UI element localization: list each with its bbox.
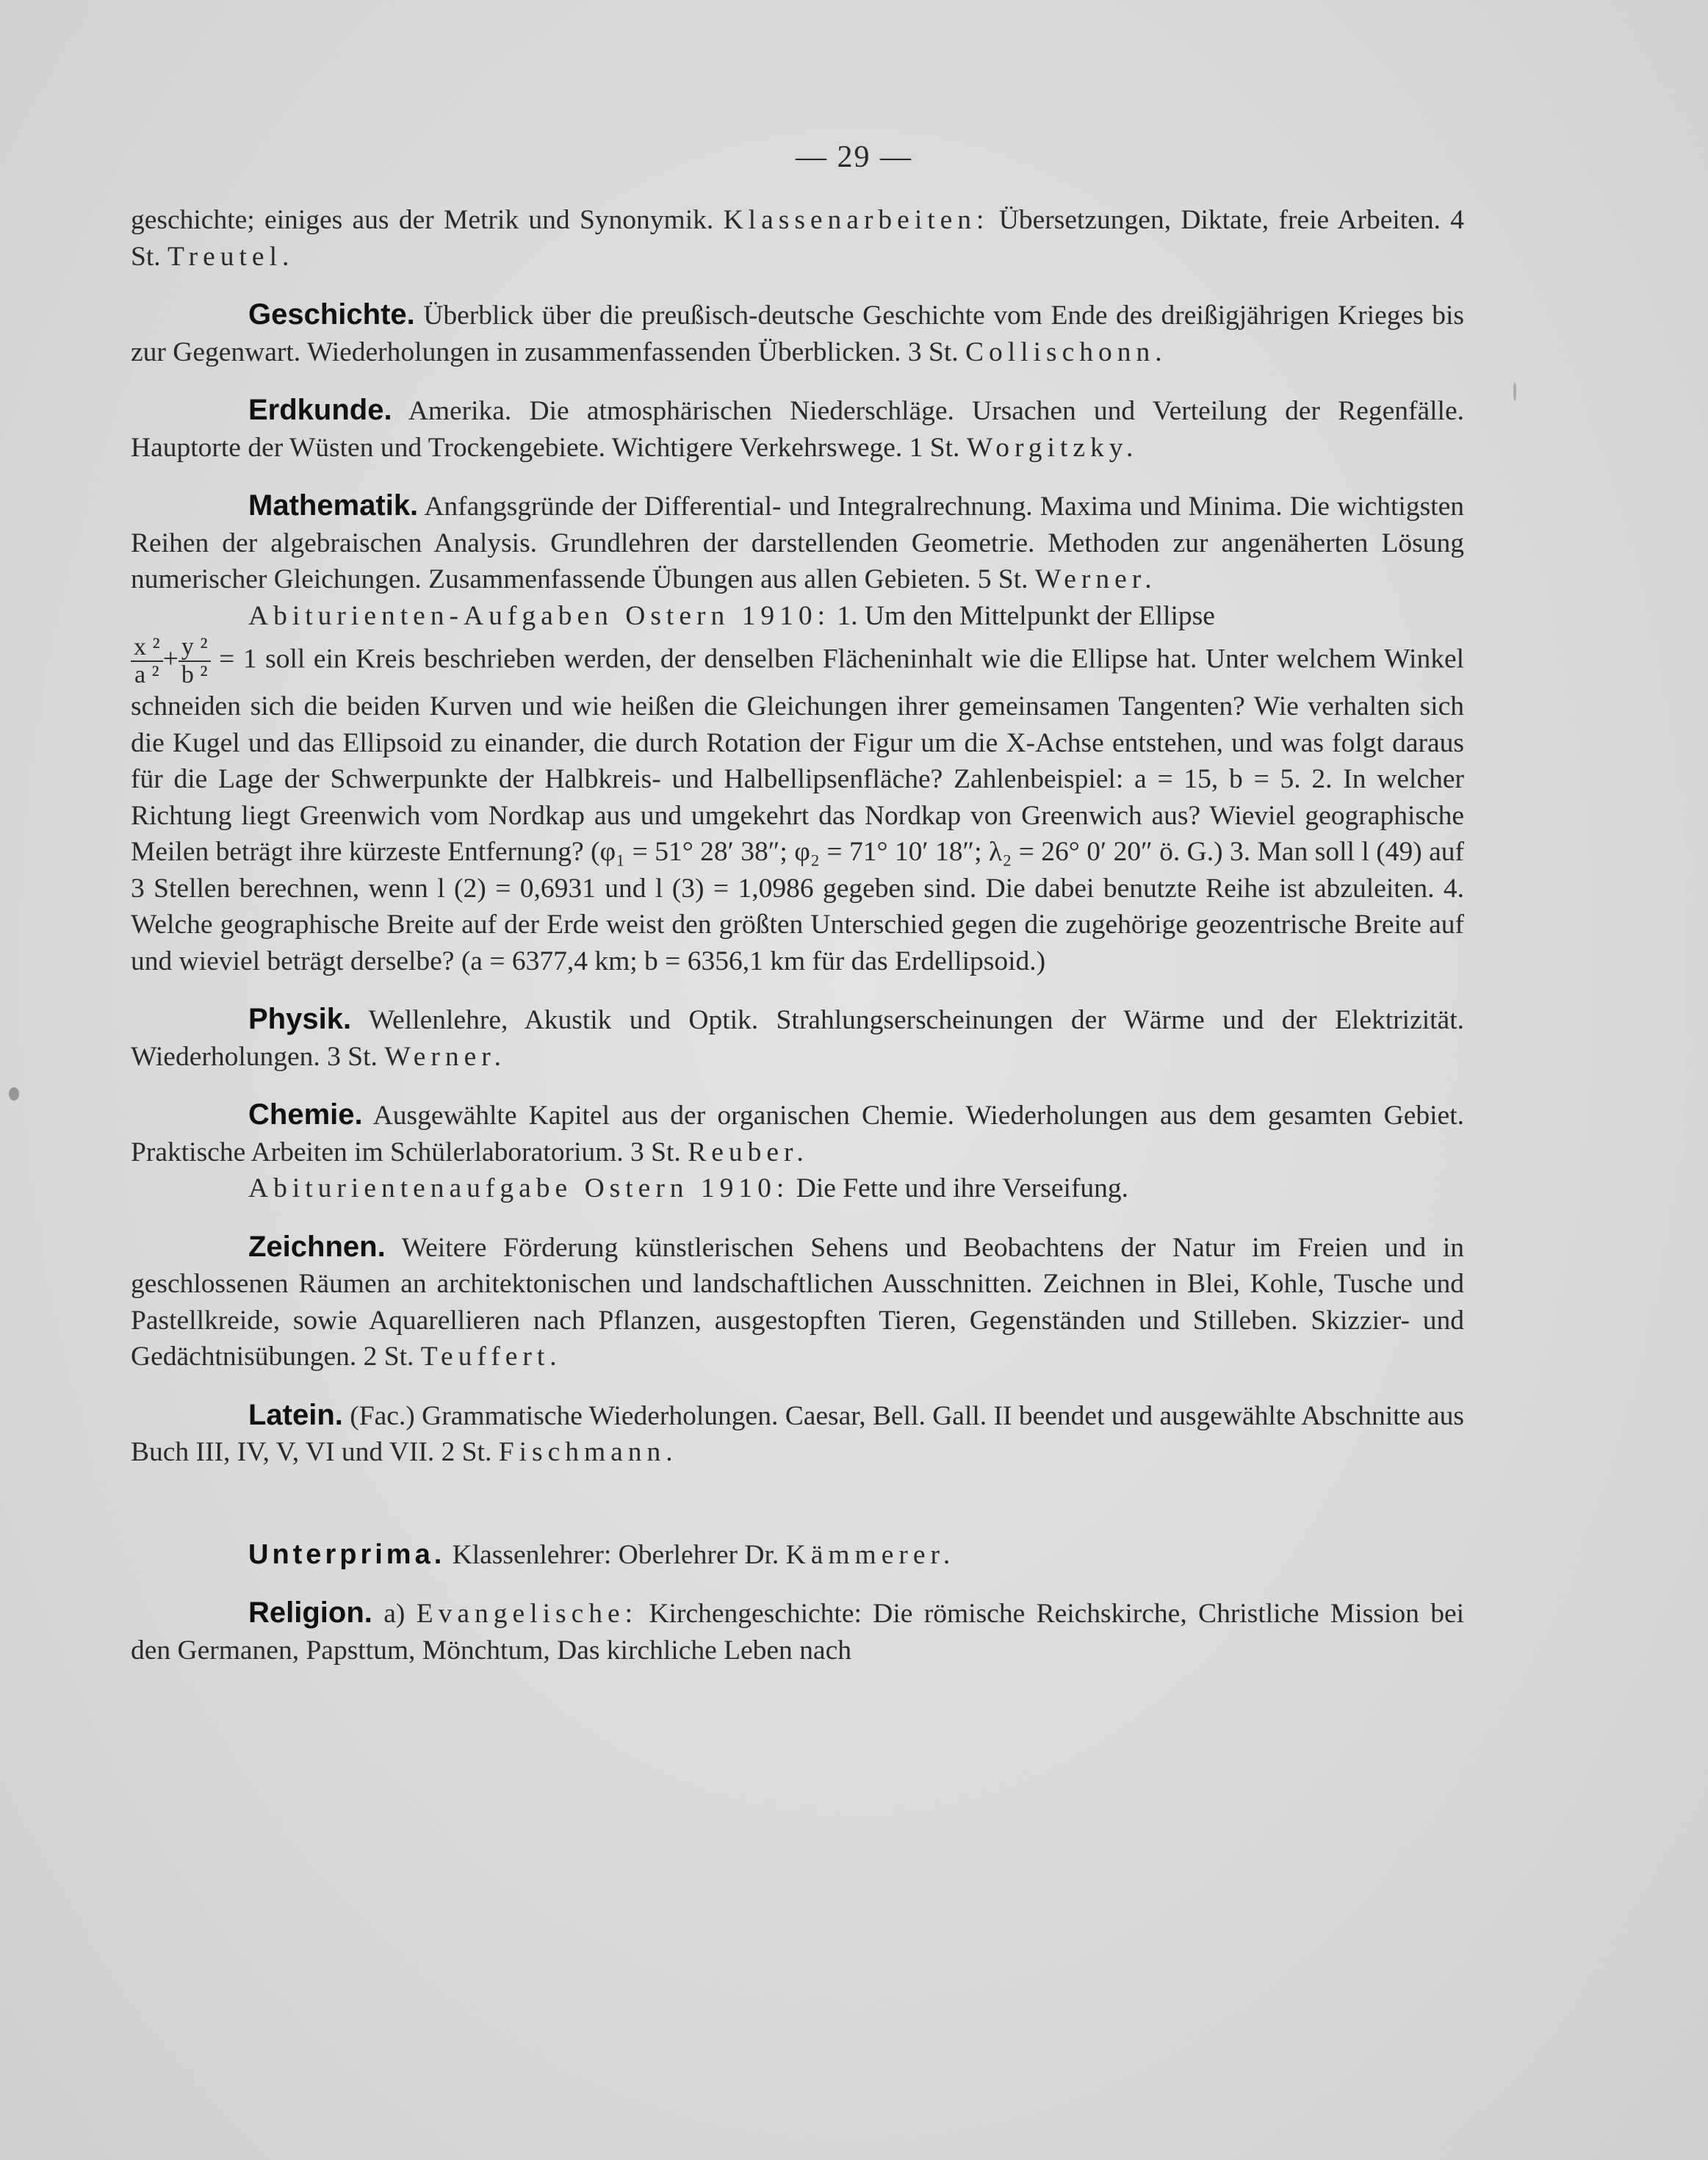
page-number: — 29 —: [796, 140, 912, 174]
subject-heading: Chemie.: [248, 1098, 363, 1131]
teacher-name: Kämmerer.: [785, 1539, 956, 1570]
teacher-name: Collischonn.: [965, 336, 1167, 367]
subject-heading: Zeichnen.: [248, 1230, 386, 1263]
paragraph-abitur-chemie: Abiturientenaufgabe Ostern 1910: Die Fette und ihre Verseifung.: [248, 1173, 1129, 1203]
subject-heading: Geschichte.: [248, 298, 415, 331]
class-title: Unterprima.: [248, 1538, 446, 1570]
paragraph-zeichnen: Zeichnen. Weitere Förderung künstlerischen Sehens und Beobachtens der Natur im Freien und in geschlossenen Räumen an architektonischen und landschaftlichen Ausschnitten. Zeichnen in Blei, Kohle, Tusche und Pastellkreide, sowie Aquarellieren nach Pflanzen, ausgestopften Tieren, Gegenständen und Stilleben. Skizzier- und Gedächtnisübungen. 2 St. Teuffert.: [131, 1230, 1464, 1372]
subject-heading: Erdkunde.: [248, 394, 392, 426]
paragraph-abitur-math-tasks: $\frac{\text{x ²}}{\text{a ²}}$ + $\frac{\text{y ²}}{\text{b ²}}$ = 1 soll ein Kreis beschrieben werden, der denselben Flächeninhalt wie die Ellipse hat. Unter welchem Winkel schneiden sich die beiden Kurven und wie heißen die Gleichungen ihrer gemeinsamen Tangenten? Wie verhalten sich die Kugel und das Ellipsoid zu einander, die durch Rotation der Figur um die X-Achse entstehen, und was folgt daraus für die Lage der Schwerpunkte der Halbkreis- und Halbellipsenfläche? Zahlenbeispiel: a = 15, b = 5. 2. In welcher Richtung liegt Greenwich vom Nordkap aus und umgekehrt das Nordkap von Greenwich aus? Wieviel geographische Meilen beträgt ihre kürzeste Entfernung? (φ₁ = 51° 28′ 38″; φ₂ = 71° 10′ 18″; λ₂ = 26° 0′ 20″ ö. G.) 3. Man soll l (49) auf 3 Stellen berechnen, wenn l (2) = 0,6931 und l (3) = 1,0986 gegeben sind. Die dabei benutzte Reihe ist abzuleiten. 4. Welche geographische Breite auf der Erde weist den größten Unterschied gegen die zugehörige geozentrische Breite auf und wieviel beträgt derselbe? (a = 6377,4 km; b = 6356,1 km für das Erdellipsoid.): [131, 633, 1465, 976]
scan-speck: [1513, 382, 1516, 401]
exam-label: Abiturienten-Aufgaben Ostern 1910:: [248, 600, 831, 631]
paragraph-mathematik: Mathematik. Anfangsgründe der Differential- und Integralrechnung. Maxima und Minima. Die wichtigsten Reihen der algebraischen Analysis. Grundlehren der darstellenden Geometrie. Methoden zur angenäherten Lösung numerischer Gleichungen. Zusammenfassende Übungen aus allen Gebieten. 5 St. Werner.: [131, 489, 1464, 594]
paragraph-physik: Physik. Wellenlehre, Akustik und Optik. Strahlungserscheinungen der Wärme und der Elektrizität. Wiederholungen. 3 St. Werner.: [131, 1003, 1464, 1072]
teacher-name: Teuffert.: [420, 1342, 562, 1372]
teacher-name: Reuber.: [688, 1137, 809, 1167]
teacher-name: Werner.: [1034, 564, 1157, 594]
paragraph-erdkunde: Erdkunde. Amerika. Die atmosphärischen Niederschläge. Ursachen und Verteilung der Regenfälle. Hauptorte der Wüsten und Trockengebiete. Wichtigere Verkehrswege. 1 St. Worgitzky.: [131, 394, 1464, 463]
fraction-x: $\frac{\text{x ²}}{\text{a ²}}$: [131, 634, 163, 688]
paragraph-abitur-math: Abiturienten-Aufgaben Ostern 1910: 1. Um den Mittelpunkt der Ellipse: [248, 600, 1215, 631]
plus-sign: +: [162, 644, 179, 674]
teacher-name: Fischmann.: [498, 1437, 678, 1467]
scan-speck: [9, 1087, 19, 1101]
page-body: [131, 202, 1464, 1668]
paragraph-geschichte: Geschichte. Überblick über die preußisch-deutsche Geschichte vom Ende des dreißigjährigen Krieges bis zur Gegenwart. Wiederholungen in zusammenfassenden Überblicken. 3 St. Collischonn.: [131, 298, 1465, 367]
class-heading-unterprima: Unterprima. Klassenlehrer: Oberlehrer Dr. Kämmerer.: [248, 1538, 956, 1570]
paragraph-continuation: geschichte; einiges aus der Metrik und Synonymik. Klassenarbeiten: Übersetzungen, Diktate, freie Arbeiten. 4 St. Treutel.: [131, 205, 1465, 272]
teacher-name: Werner.: [384, 1041, 507, 1072]
exam-label: Abiturientenaufgabe Ostern 1910:: [248, 1173, 790, 1203]
paragraph-religion: Religion. a) Evangelische: Kirchengeschichte: Die römische Reichskirche, Christliche Mission bei den Germanen, Papsttum, Mönchtum, Das kirchliche Leben nach: [131, 1596, 1465, 1666]
subject-heading: Physik.: [248, 1003, 352, 1035]
subject-heading: Religion.: [248, 1596, 372, 1629]
subject-heading: Latein.: [248, 1398, 343, 1431]
teacher-name: Worgitzky.: [966, 432, 1139, 463]
fraction-y: $\frac{\text{y ²}}{\text{b ²}}$: [179, 634, 211, 688]
paragraph-chemie: Chemie. Ausgewählte Kapitel aus der organischen Chemie. Wiederholungen aus dem gesamten Gebiet. Praktische Arbeiten im Schülerlaboratorium. 3 St. Reuber.: [131, 1098, 1464, 1167]
paragraph-latein: Latein. (Fac.) Grammatische Wiederholungen. Caesar, Bell. Gall. II beendet und ausgewählte Abschnitte aus Buch III, IV, V, VI und VII. 2 St. Fischmann.: [131, 1398, 1464, 1467]
subject-heading: Mathematik.: [248, 489, 419, 522]
